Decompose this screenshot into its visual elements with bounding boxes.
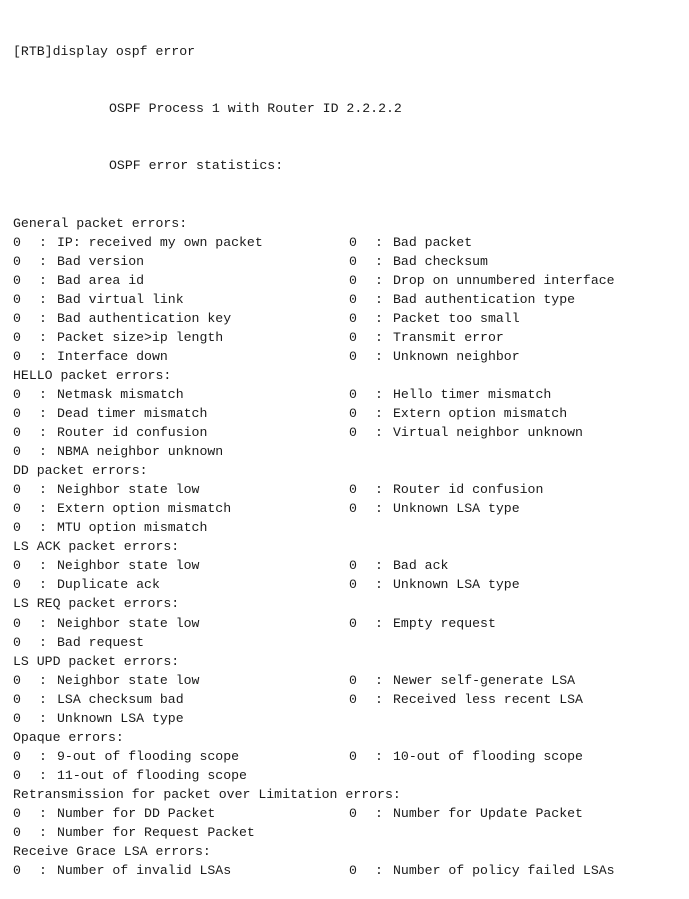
section-title: Receive Grace LSA errors:: [13, 844, 211, 860]
separator-colon: :: [39, 691, 47, 707]
error-row: [13, 823, 683, 842]
error-count: 0: [349, 253, 357, 269]
error-label: Bad ack: [393, 558, 449, 574]
error-count: 0: [349, 805, 357, 821]
error-count: 0: [13, 253, 21, 269]
error-entry-right: [349, 252, 488, 271]
separator-colon: :: [375, 863, 383, 879]
error-row: [13, 861, 683, 880]
error-count: 0: [13, 748, 21, 764]
error-row: [13, 480, 683, 499]
error-label: 10-out of flooding scope: [393, 748, 583, 764]
separator-colon: :: [375, 615, 383, 631]
terminal-output: [13, 4, 683, 899]
error-count: 0: [13, 329, 21, 345]
error-count: 0: [13, 615, 21, 631]
error-count: 0: [349, 558, 357, 574]
error-row: [13, 442, 683, 461]
error-count: 0: [13, 291, 21, 307]
separator-colon: :: [375, 348, 383, 364]
error-sections: [13, 214, 683, 881]
error-entry-left: [13, 556, 349, 575]
error-label: Bad checksum: [393, 253, 488, 269]
separator-colon: :: [375, 291, 383, 307]
error-count: 0: [13, 482, 21, 498]
error-count: 0: [13, 425, 21, 441]
error-count: 0: [13, 386, 21, 402]
error-label: Neighbor state low: [57, 482, 200, 498]
error-count: 0: [13, 710, 21, 726]
error-row: [13, 690, 683, 709]
error-entry-left: [13, 404, 349, 423]
error-entry-left: [13, 766, 349, 785]
error-entry-left: [13, 499, 349, 518]
error-label: Bad packet: [393, 234, 473, 250]
error-entry-right: [349, 480, 543, 499]
error-label: Bad version: [57, 253, 145, 269]
error-entry-left: [13, 480, 349, 499]
error-entry-left: [13, 671, 349, 690]
error-entry-left: [13, 309, 349, 328]
error-label: Bad virtual link: [57, 291, 184, 307]
error-label: Router id confusion: [393, 482, 544, 498]
error-label: Packet size>ip length: [57, 329, 224, 345]
error-count: 0: [349, 863, 357, 879]
separator-colon: :: [375, 425, 383, 441]
error-label: Neighbor state low: [57, 558, 200, 574]
error-label: Received less recent LSA: [393, 691, 583, 707]
error-entry-right: [349, 690, 583, 709]
separator-colon: :: [39, 253, 47, 269]
error-label: Neighbor state low: [57, 615, 200, 631]
error-entry-left: [13, 614, 349, 633]
separator-colon: :: [39, 329, 47, 345]
error-label: Number for Request Packet: [57, 825, 255, 841]
error-entry-left: [13, 575, 349, 594]
separator-colon: :: [39, 501, 47, 517]
error-count: 0: [13, 863, 21, 879]
error-entry-left: [13, 747, 349, 766]
separator-colon: :: [375, 482, 383, 498]
separator-colon: :: [39, 405, 47, 421]
section-title: LS REQ packet errors:: [13, 596, 180, 612]
separator-colon: :: [375, 253, 383, 269]
separator-colon: :: [39, 825, 47, 841]
error-entry-left: [13, 423, 349, 442]
error-label: 11-out of flooding scope: [57, 767, 247, 783]
separator-colon: :: [39, 615, 47, 631]
section-title: LS ACK packet errors:: [13, 539, 180, 555]
separator-colon: :: [39, 425, 47, 441]
error-entry-left: [13, 347, 349, 366]
separator-colon: :: [39, 710, 47, 726]
separator-colon: :: [39, 805, 47, 821]
error-count: 0: [13, 805, 21, 821]
separator-colon: :: [375, 558, 383, 574]
error-row: [13, 766, 683, 785]
error-label: Number for DD Packet: [57, 805, 216, 821]
error-count: 0: [349, 386, 357, 402]
separator-colon: :: [375, 691, 383, 707]
error-count: 0: [13, 520, 21, 536]
error-label: Number of invalid LSAs: [57, 863, 232, 879]
separator-colon: :: [375, 405, 383, 421]
error-count: 0: [13, 405, 21, 421]
error-count: 0: [349, 615, 357, 631]
statistics-title: OSPF error statistics:: [109, 158, 284, 174]
error-count: 0: [13, 634, 21, 650]
separator-colon: :: [375, 805, 383, 821]
section-title: General packet errors:: [13, 215, 188, 231]
error-label: Netmask mismatch: [57, 386, 184, 402]
error-entry-left: [13, 385, 349, 404]
error-label: Unknown LSA type: [57, 710, 184, 726]
error-label: Virtual neighbor unknown: [393, 425, 583, 441]
error-label: Bad request: [57, 634, 145, 650]
separator-colon: :: [375, 748, 383, 764]
error-row: [13, 328, 683, 347]
error-entry-right: [349, 804, 583, 823]
error-entry-left: [13, 233, 349, 252]
error-count: 0: [349, 691, 357, 707]
error-count: 0: [349, 425, 357, 441]
error-row: [13, 309, 683, 328]
error-entry-left: [13, 823, 349, 842]
error-row: [13, 423, 683, 442]
error-label: Interface down: [57, 348, 168, 364]
separator-colon: :: [39, 272, 47, 288]
error-label: Unknown LSA type: [393, 501, 520, 517]
error-entry-right: [349, 747, 583, 766]
error-count: 0: [349, 329, 357, 345]
separator-colon: :: [39, 863, 47, 879]
separator-colon: :: [375, 577, 383, 593]
error-count: 0: [349, 482, 357, 498]
separator-colon: :: [39, 348, 47, 364]
error-count: 0: [13, 501, 21, 517]
section-title: LS UPD packet errors:: [13, 653, 180, 669]
error-label: Transmit error: [393, 329, 504, 345]
error-entry-right: [349, 233, 472, 252]
error-count: 0: [13, 348, 21, 364]
error-label: NBMA neighbor unknown: [57, 444, 224, 460]
error-row: [13, 252, 683, 271]
error-row: [13, 347, 683, 366]
error-label: Empty request: [393, 615, 496, 631]
error-label: Packet too small: [393, 310, 520, 326]
error-entry-left: [13, 633, 349, 652]
error-label: Bad authentication key: [57, 310, 232, 326]
error-count: 0: [349, 348, 357, 364]
error-entry-right: [349, 385, 551, 404]
separator-colon: :: [375, 272, 383, 288]
error-count: 0: [13, 272, 21, 288]
error-label: Bad area id: [57, 272, 145, 288]
error-row: [13, 556, 683, 575]
section-title: Opaque errors:: [13, 729, 124, 745]
separator-colon: :: [375, 672, 383, 688]
error-row: [13, 575, 683, 594]
error-row: [13, 804, 683, 823]
separator-colon: :: [39, 444, 47, 460]
error-count: 0: [349, 291, 357, 307]
error-entry-left: [13, 328, 349, 347]
error-count: 0: [349, 672, 357, 688]
error-entry-left: [13, 518, 349, 537]
separator-colon: :: [39, 672, 47, 688]
separator-colon: :: [375, 501, 383, 517]
error-entry-left: [13, 804, 349, 823]
separator-colon: :: [39, 386, 47, 402]
process-info-line: OSPF Process 1 with Router ID 2.2.2.2: [109, 101, 402, 117]
error-row: [13, 709, 683, 728]
separator-colon: :: [375, 310, 383, 326]
error-label: Drop on unnumbered interface: [393, 272, 615, 288]
error-entry-right: [349, 309, 520, 328]
separator-colon: :: [375, 386, 383, 402]
error-entry-right: [349, 671, 575, 690]
error-label: Dead timer mismatch: [57, 405, 208, 421]
error-count: 0: [13, 691, 21, 707]
error-label: 9-out of flooding scope: [57, 748, 240, 764]
error-count: 0: [13, 310, 21, 326]
error-row: [13, 271, 683, 290]
error-entry-right: [349, 861, 615, 880]
error-label: IP: received my own packet: [57, 234, 263, 250]
error-count: 0: [13, 558, 21, 574]
error-entry-left: [13, 861, 349, 880]
error-entry-left: [13, 290, 349, 309]
error-label: Newer self-generate LSA: [393, 672, 576, 688]
separator-colon: :: [39, 767, 47, 783]
error-label: Unknown neighbor: [393, 348, 520, 364]
error-label: Neighbor state low: [57, 672, 200, 688]
error-entry-left: [13, 442, 349, 461]
error-entry-left: [13, 252, 349, 271]
error-count: 0: [13, 825, 21, 841]
error-count: 0: [13, 577, 21, 593]
error-entry-left: [13, 690, 349, 709]
section-title: HELLO packet errors:: [13, 367, 172, 383]
error-count: 0: [349, 310, 357, 326]
separator-colon: :: [375, 234, 383, 250]
separator-colon: :: [39, 520, 47, 536]
error-entry-right: [349, 404, 567, 423]
error-row: [13, 404, 683, 423]
separator-colon: :: [39, 291, 47, 307]
error-entry-right: [349, 328, 504, 347]
separator-colon: :: [39, 634, 47, 650]
error-label: Extern option mismatch: [393, 405, 568, 421]
error-row: [13, 290, 683, 309]
error-count: 0: [349, 234, 357, 250]
error-row: [13, 385, 683, 404]
error-entry-left: [13, 271, 349, 290]
error-entry-right: [349, 575, 520, 594]
error-label: Number of policy failed LSAs: [393, 863, 615, 879]
separator-colon: :: [39, 748, 47, 764]
separator-colon: :: [39, 482, 47, 498]
error-entry-right: [349, 614, 496, 633]
command-line: [RTB]display ospf error: [13, 44, 196, 60]
error-label: Extern option mismatch: [57, 501, 232, 517]
error-label: Number for Update Packet: [393, 805, 583, 821]
error-count: 0: [349, 501, 357, 517]
error-count: 0: [13, 767, 21, 783]
error-entry-right: [349, 347, 520, 366]
separator-colon: :: [39, 577, 47, 593]
error-row: [13, 747, 683, 766]
error-count: 0: [349, 748, 357, 764]
error-row: [13, 518, 683, 537]
error-entry-left: [13, 709, 349, 728]
error-entry-right: [349, 290, 575, 309]
error-entry-right: [349, 423, 583, 442]
error-count: 0: [13, 234, 21, 250]
separator-colon: :: [375, 329, 383, 345]
error-count: 0: [349, 577, 357, 593]
error-entry-right: [349, 556, 448, 575]
separator-colon: :: [39, 234, 47, 250]
error-label: LSA checksum bad: [57, 691, 184, 707]
error-row: [13, 233, 683, 252]
error-row: [13, 499, 683, 518]
error-label: Bad authentication type: [393, 291, 576, 307]
error-count: 0: [349, 272, 357, 288]
error-entry-right: [349, 499, 520, 518]
error-label: Unknown LSA type: [393, 577, 520, 593]
error-label: MTU option mismatch: [57, 520, 208, 536]
error-count: 0: [349, 405, 357, 421]
section-title: Retransmission for packet over Limitation errors:: [13, 786, 401, 802]
separator-colon: :: [39, 558, 47, 574]
error-label: Router id confusion: [57, 425, 208, 441]
error-count: 0: [13, 672, 21, 688]
error-count: 0: [13, 444, 21, 460]
error-row: [13, 614, 683, 633]
error-entry-right: [349, 271, 615, 290]
error-row: [13, 671, 683, 690]
error-row: [13, 633, 683, 652]
section-title: DD packet errors:: [13, 463, 148, 479]
error-label: Hello timer mismatch: [393, 386, 552, 402]
error-label: Duplicate ack: [57, 577, 160, 593]
separator-colon: :: [39, 310, 47, 326]
